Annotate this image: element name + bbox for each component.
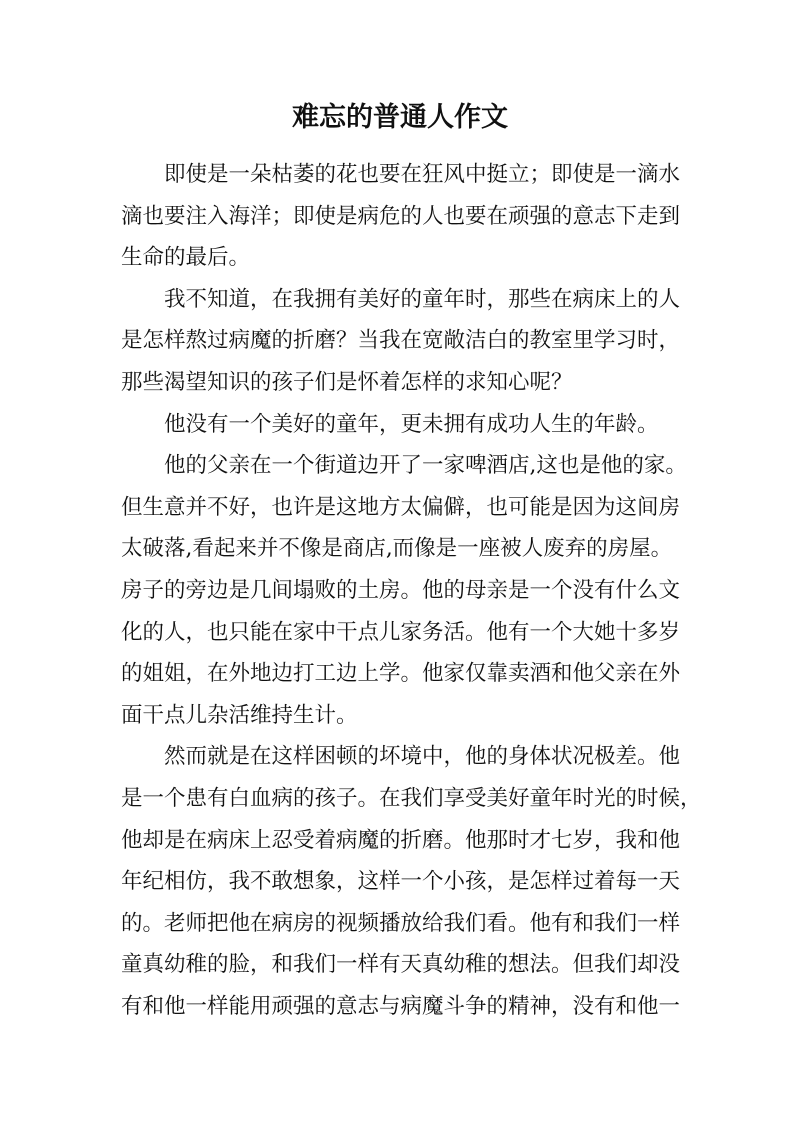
paragraph	[121, 404, 691, 446]
text-line: 生命的最后。	[121, 245, 251, 271]
text-line: 那些渴望知识的孩子们是怀着怎样的求知心呢？	[121, 369, 573, 395]
text-line: 有和他一样能用顽强的意志与病魔斗争的精神，没有和他一	[121, 993, 681, 1019]
paragraph	[121, 445, 691, 736]
text-line: 是一个患有白血病的孩子。在我们享受美好童年时光的时候，	[121, 785, 702, 811]
text-line: 年纪相仿，我不敢想象，这样一个小孩，是怎样过着每一天	[121, 869, 681, 895]
text-line: 然而就是在这样困顿的坏境中，他的身体状况极差。他	[164, 744, 681, 770]
paragraph	[121, 279, 691, 404]
text-line: 太破落,看起来并不像是商店,而像是一座被人废弃的房屋。	[121, 536, 673, 562]
document-title: 难忘的普通人作文	[292, 102, 508, 133]
text-line: 滴也要注入海洋；即使是病危的人也要在顽强的意志下走到	[121, 203, 681, 229]
text-line: 但生意并不好，也许是这地方太偏僻，也可能是因为这间房	[121, 494, 681, 520]
text-line: 房子的旁边是几间塌败的土房。他的母亲是一个没有什么文	[121, 577, 681, 603]
text-line: 面干点儿杂活维持生计。	[121, 702, 358, 728]
text-line: 我不知道，在我拥有美好的童年时，那些在病床上的人	[164, 286, 681, 312]
paragraph	[121, 736, 702, 1027]
text-line: 的。老师把他在病房的视频播放给我们看。他有和我们一样	[121, 910, 681, 936]
text-line: 化的人，也只能在家中干点儿家务活。他有一个大她十多岁	[121, 619, 681, 645]
text-line: 是怎样熬过病魔的折磨？当我在宽敞洁白的教室里学习时，	[121, 328, 681, 354]
document-body	[121, 154, 702, 1027]
text-line: 他的父亲在一个街道边开了一家啤酒店,这也是他的家。	[164, 453, 687, 479]
text-line: 童真幼稚的脸，和我们一样有天真幼稚的想法。但我们却没	[121, 952, 681, 978]
text-line: 他没有一个美好的童年，更未拥有成功人生的年龄。	[164, 411, 659, 437]
text-line: 即使是一朵枯萎的花也要在狂风中挺立；即使是一滴水	[164, 162, 681, 187]
text-line: 的姐姐，在外地边打工边上学。他家仅靠卖酒和他父亲在外	[121, 661, 681, 687]
paragraph	[121, 154, 691, 279]
text-line: 他却是在病床上忍受着病魔的折磨。他那时才七岁，我和他	[121, 827, 681, 853]
